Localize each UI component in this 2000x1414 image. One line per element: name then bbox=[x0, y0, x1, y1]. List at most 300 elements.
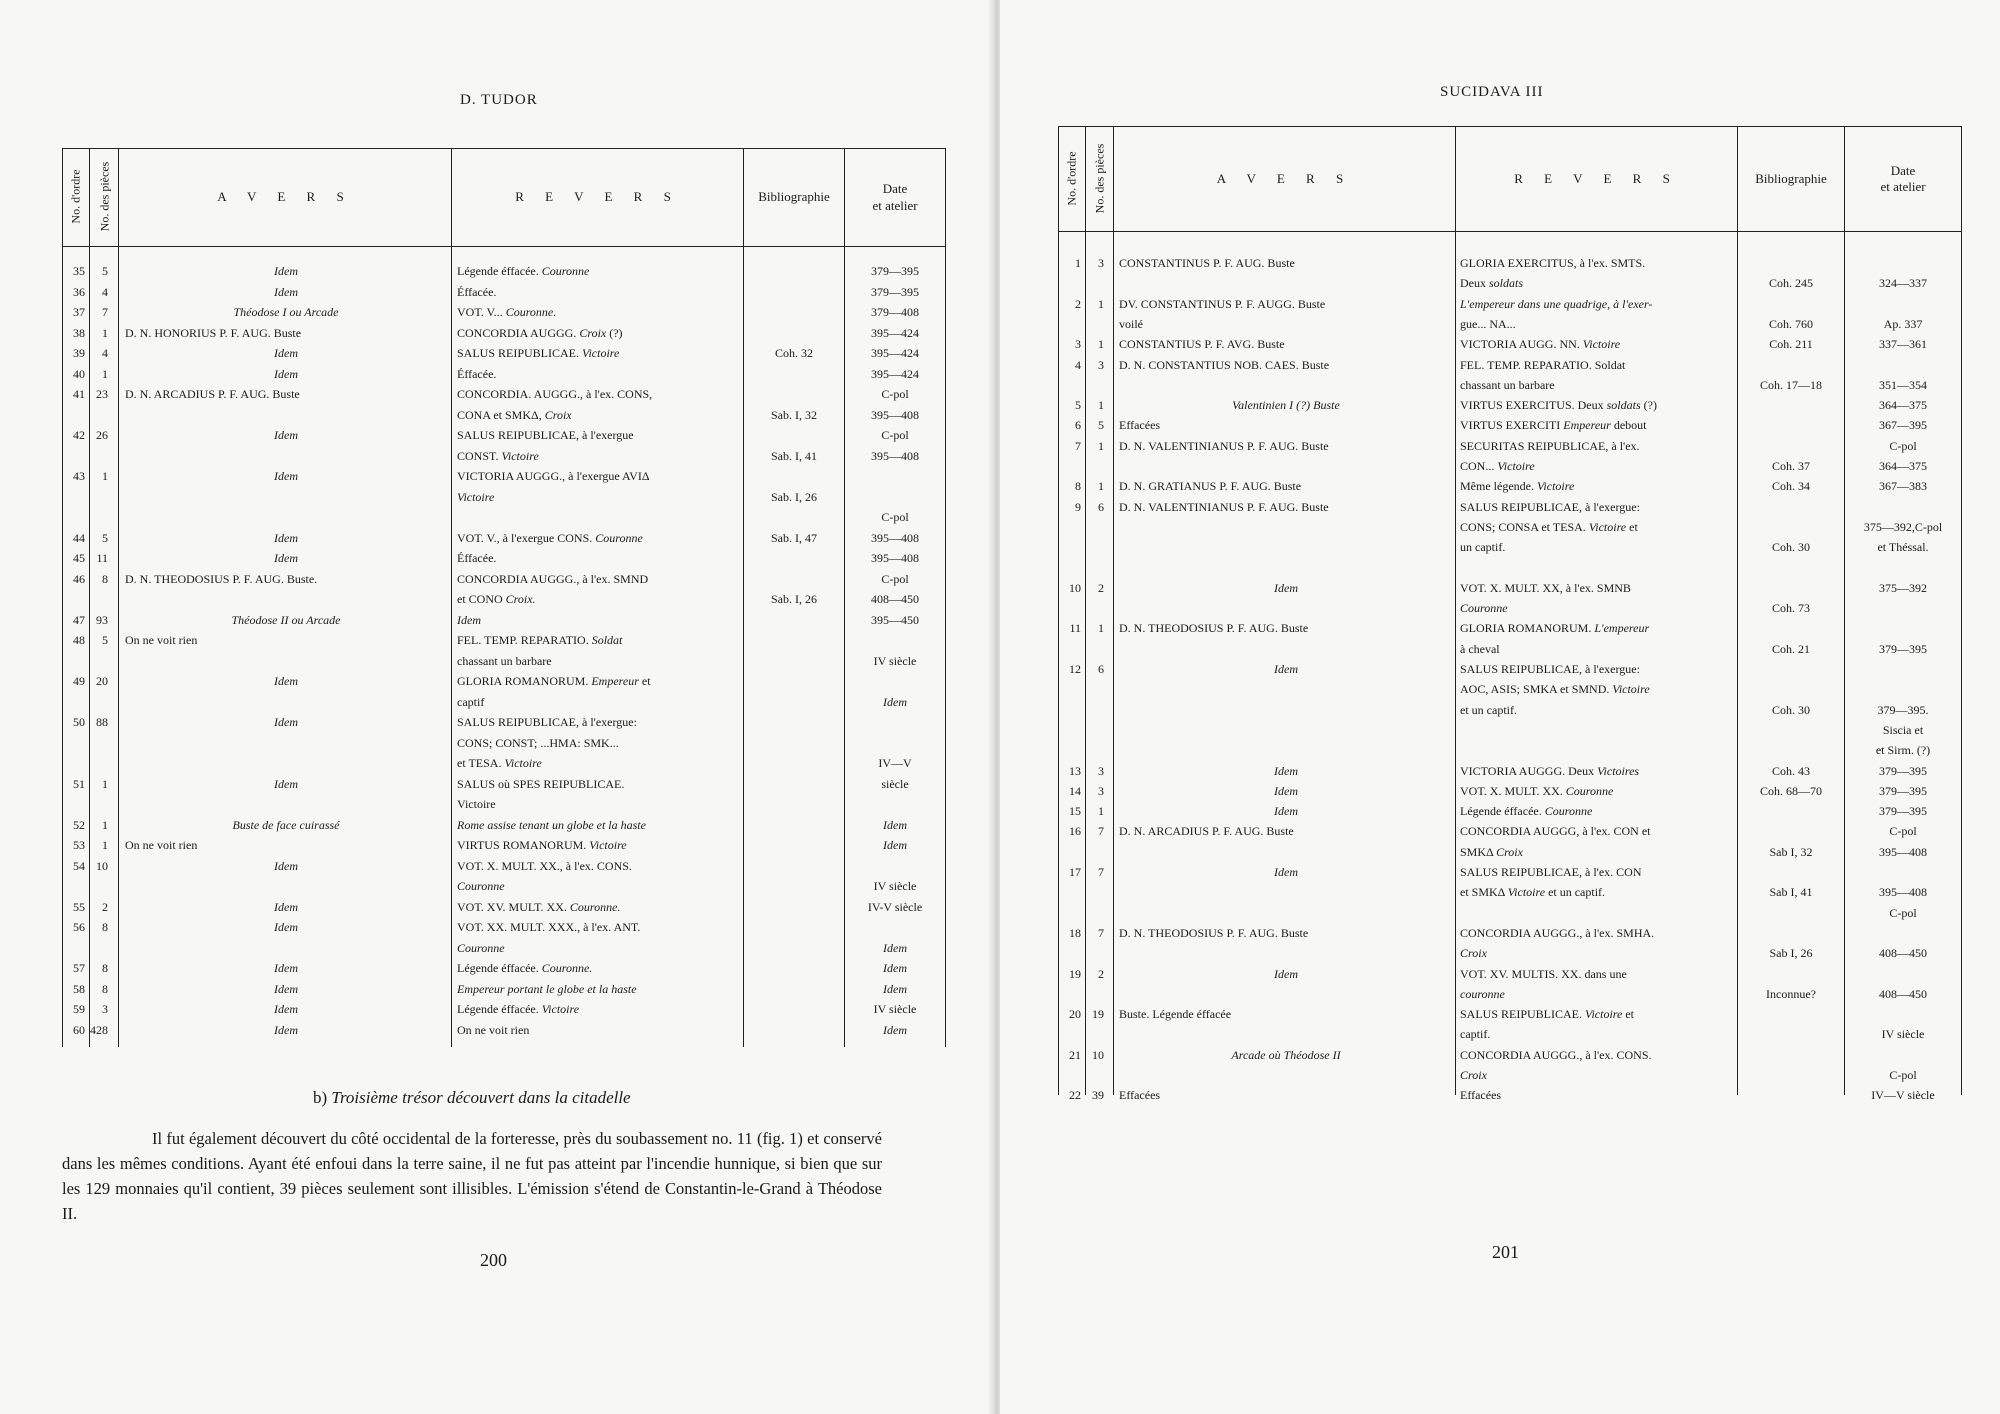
cell-no-ordre: 50 bbox=[73, 715, 85, 729]
cell-revers: couronne bbox=[1460, 986, 1505, 1001]
header-bibliographie: Bibliographie bbox=[758, 189, 830, 205]
cell-date: C-pol bbox=[1889, 824, 1917, 839]
cell-revers: captif bbox=[457, 694, 485, 709]
table-row bbox=[63, 856, 945, 877]
cell-no-pieces: 5 bbox=[1098, 418, 1104, 433]
cell-revers: Couronne bbox=[457, 940, 505, 955]
table-row bbox=[1059, 273, 1961, 293]
table-row bbox=[63, 364, 945, 385]
table-row bbox=[63, 774, 945, 795]
cell-no-ordre: 45 bbox=[73, 551, 85, 565]
table-row bbox=[63, 569, 945, 590]
cell-revers: On ne voit rien bbox=[457, 1022, 530, 1037]
cell-avers: Théodose I ou Arcade bbox=[233, 305, 339, 319]
table-row bbox=[1059, 923, 1961, 943]
cell-avers: Idem bbox=[274, 858, 298, 873]
cell-no-ordre: 59 bbox=[73, 1002, 85, 1016]
cell-revers: CONCORDIA. AUGGG., à l'ex. CONS, bbox=[457, 387, 653, 401]
cell-revers: et un captif. bbox=[1460, 702, 1517, 717]
cell-revers: et CONO Croix. bbox=[457, 592, 536, 606]
cell-no-ordre: 51 bbox=[73, 776, 85, 791]
cell-revers: CONST. Victoire bbox=[457, 448, 539, 463]
cell-avers: Idem bbox=[274, 715, 298, 729]
cell-no-ordre: 46 bbox=[73, 571, 85, 586]
cell-revers: VICTORIA AUGGG., à l'exergue AVIΔ bbox=[457, 469, 650, 483]
cell-bibliographie: Sab. I, 32 bbox=[771, 407, 817, 422]
cell-revers: VOT. X. MULT. XX. Couronne bbox=[1460, 783, 1614, 798]
cell-avers: Idem bbox=[1274, 662, 1298, 676]
cell-revers: Éffacée. bbox=[457, 284, 497, 299]
cell-no-ordre: 22 bbox=[1069, 1088, 1081, 1103]
cell-revers: CONS; CONST; ...HMA: SMK... bbox=[457, 735, 619, 750]
cell-revers: VOT. X. MULT. XX., à l'ex. CONS. bbox=[457, 858, 632, 873]
cell-revers: Deux soldats bbox=[1460, 276, 1524, 291]
cell-revers: GLORIA EXERCITUS, à l'ex. SMTS. bbox=[1460, 256, 1646, 270]
cell-no-pieces: 39 bbox=[1092, 1088, 1104, 1103]
table-row bbox=[1059, 314, 1961, 334]
table-row bbox=[1059, 334, 1961, 354]
cell-no-ordre: 7 bbox=[1075, 438, 1081, 453]
cell-no-pieces: 3 bbox=[1098, 357, 1104, 372]
cell-revers: SALUS où SPES REIPUBLICAE. bbox=[457, 776, 625, 791]
header-no-ordre: No. d'ordre bbox=[68, 169, 83, 224]
cell-revers: Victoire bbox=[457, 797, 496, 811]
cell-bibliographie: Sab. I, 26 bbox=[771, 592, 817, 606]
cell-revers: Croix bbox=[1460, 1068, 1487, 1082]
cell-no-ordre: 44 bbox=[73, 530, 85, 545]
table-row bbox=[1059, 497, 1961, 517]
cell-no-ordre: 9 bbox=[1075, 499, 1081, 514]
cell-no-ordre: 35 bbox=[73, 264, 85, 278]
cell-avers: Idem bbox=[274, 428, 298, 442]
cell-date: 395—408 bbox=[1879, 885, 1927, 900]
table-row bbox=[63, 343, 945, 364]
table-row bbox=[1059, 984, 1961, 1004]
cell-revers: CONCORDIA AUGGG., à l'ex. SMND bbox=[457, 571, 649, 586]
cell-bibliographie: Coh. 43 bbox=[1771, 763, 1810, 778]
cell-date: 379—395 bbox=[871, 284, 919, 299]
cell-date: 367—383 bbox=[1879, 479, 1927, 494]
cell-date: Idem bbox=[883, 817, 907, 832]
cell-no-pieces: 93 bbox=[96, 612, 108, 627]
table-row bbox=[1059, 862, 1961, 882]
cell-no-pieces: 1 bbox=[102, 838, 108, 852]
header-no-pieces: No. des pièces bbox=[97, 161, 112, 232]
cell-avers: Idem bbox=[274, 1002, 298, 1016]
cell-no-ordre: 52 bbox=[73, 817, 85, 832]
cell-date: Idem bbox=[883, 694, 907, 709]
cell-avers: D. N. VALENTINIANUS P. F. AUG. Buste bbox=[1119, 438, 1329, 453]
cell-avers: CONSTANTIUS P. F. AVG. Buste bbox=[1119, 337, 1285, 352]
cell-revers: CON... Victoire bbox=[1460, 459, 1535, 473]
cell-avers: Idem bbox=[274, 284, 298, 299]
cell-bibliographie: Coh. 30 bbox=[1771, 702, 1810, 717]
cell-revers: gue... NA... bbox=[1460, 316, 1516, 331]
cell-no-ordre: 10 bbox=[1069, 580, 1081, 595]
cell-avers: D. N. ARCADIUS P. F. AUG. Buste bbox=[125, 387, 300, 401]
table-row bbox=[63, 979, 945, 1000]
cell-date: C-pol bbox=[881, 510, 909, 524]
cell-date: 408—450 bbox=[1879, 946, 1927, 961]
cell-no-pieces: 1 bbox=[1098, 479, 1104, 494]
cell-no-pieces: 1 bbox=[102, 366, 108, 381]
cell-no-ordre: 14 bbox=[1069, 783, 1081, 798]
cell-no-ordre: 19 bbox=[1069, 966, 1081, 981]
table-row bbox=[1059, 456, 1961, 476]
coin-table bbox=[1058, 126, 1962, 1103]
cell-revers: SMKΔ Croix bbox=[1460, 844, 1523, 859]
cell-no-pieces: 23 bbox=[96, 387, 108, 401]
cell-revers: SALUS REIPUBLICAE, à l'exergue: bbox=[457, 715, 637, 729]
cell-avers: Idem bbox=[274, 1022, 298, 1037]
cell-revers: VOT. XV. MULT. XX. Couronne. bbox=[457, 899, 621, 914]
table-row bbox=[63, 1020, 945, 1041]
cell-revers: chassant un barbare bbox=[457, 653, 552, 668]
cell-revers: Légende éffacée. Couronne. bbox=[457, 961, 593, 975]
cell-no-pieces: 1 bbox=[102, 776, 108, 791]
cell-avers: D. N. THEODOSIUS P. F. AUG. Buste bbox=[1119, 925, 1309, 940]
cell-avers: Idem bbox=[274, 961, 298, 975]
cell-no-ordre: 17 bbox=[1069, 865, 1081, 879]
cell-revers: Éffacée. bbox=[457, 551, 497, 565]
cell-avers: D. N. GRATIANUS P. F. AUG. Buste bbox=[1119, 479, 1302, 494]
header-avers: A V E R S bbox=[1216, 170, 1353, 186]
table-row bbox=[63, 692, 945, 713]
cell-revers: GLORIA ROMANORUM. Empereur et bbox=[457, 674, 651, 688]
cell-date: 379—408 bbox=[871, 305, 919, 319]
table-row bbox=[1059, 964, 1961, 984]
cell-bibliographie: Coh. 211 bbox=[1769, 337, 1813, 352]
cell-no-pieces: 1 bbox=[1098, 438, 1104, 453]
table-row bbox=[63, 610, 945, 631]
cell-no-pieces: 8 bbox=[102, 571, 108, 586]
cell-no-ordre: 5 bbox=[1075, 398, 1081, 413]
table-row bbox=[63, 425, 945, 446]
cell-no-pieces: 1 bbox=[1098, 621, 1104, 636]
cell-avers: Idem bbox=[274, 530, 298, 545]
table-row bbox=[1059, 1045, 1961, 1065]
table-row bbox=[1059, 1024, 1961, 1044]
cell-no-ordre: 18 bbox=[1069, 925, 1081, 940]
table-row bbox=[63, 466, 945, 487]
cell-date: 395—424 bbox=[871, 325, 919, 340]
table-row bbox=[63, 897, 945, 918]
cell-avers: Buste de face cuirassé bbox=[232, 817, 340, 832]
table-row bbox=[63, 282, 945, 303]
cell-no-pieces: 2 bbox=[1098, 580, 1104, 595]
page-number: 201 bbox=[1492, 1242, 1519, 1262]
cell-bibliographie: Sab I, 26 bbox=[1769, 946, 1813, 961]
cell-bibliographie: Coh. 34 bbox=[1771, 479, 1810, 494]
table-row bbox=[63, 651, 945, 672]
cell-revers: et TESA. Victoire bbox=[457, 756, 542, 770]
cell-no-ordre: 54 bbox=[73, 858, 85, 873]
cell-no-pieces: 6 bbox=[1098, 662, 1104, 676]
table-row bbox=[63, 384, 945, 405]
table-row bbox=[63, 958, 945, 979]
cell-date: Idem bbox=[883, 940, 907, 955]
cell-date: IV—V siècle bbox=[1871, 1088, 1935, 1103]
cell-no-ordre: 21 bbox=[1069, 1047, 1081, 1062]
header-revers: R E V E R S bbox=[515, 189, 680, 205]
cell-date: 379—395. bbox=[1877, 702, 1929, 717]
cell-revers: CONA et SMKΔ, Croix bbox=[457, 407, 572, 422]
table-row bbox=[63, 753, 945, 774]
cell-revers: et SMKΔ Victoire et un captif. bbox=[1460, 885, 1606, 900]
cell-bibliographie: Inconnue? bbox=[1766, 986, 1816, 1001]
cell-revers: Rome assise tenant un globe et la haste bbox=[457, 817, 646, 832]
cell-no-ordre: 42 bbox=[73, 428, 85, 442]
table-row bbox=[1059, 598, 1961, 618]
cell-date: 395—424 bbox=[871, 366, 919, 381]
table-row bbox=[63, 487, 945, 508]
table-row bbox=[63, 323, 945, 344]
cell-no-pieces: 5 bbox=[102, 530, 108, 545]
cell-no-pieces: 3 bbox=[1098, 256, 1104, 270]
cell-no-pieces: 3 bbox=[1098, 783, 1104, 798]
table-row bbox=[63, 733, 945, 754]
cell-revers: VICTORIA AUGGG. Deux Victoires bbox=[1460, 763, 1640, 778]
cell-revers: CONCORDIA AUGGG, à l'ex. CON et bbox=[1460, 824, 1651, 839]
body-paragraph: Il fut également découvert du côté occidental de la forteresse, près du soubassement no. 11 (fig. 1) et conservé dans les mêmes conditions. Ayant été enfoui dans la terre saine, il ne fut pas atteint par l'incendie hunnique, si bien que sur les 129 monnaies qu'il contient, 39 pièces seulement sont illisibles. L'émission s'étend de Constantin-le-Grand à Théodose II. bbox=[62, 1129, 882, 1223]
cell-revers: à cheval bbox=[1460, 641, 1500, 656]
table-row bbox=[1059, 537, 1961, 557]
cell-revers: GLORIA ROMANORUM. L'empereur bbox=[1460, 621, 1650, 636]
cell-revers: VOT. V... Couronne. bbox=[457, 305, 557, 319]
cell-avers: Théodose II ou Arcade bbox=[231, 612, 341, 627]
coin-table bbox=[62, 148, 946, 1047]
cell-no-ordre: 55 bbox=[73, 899, 85, 914]
cell-date: 395—424 bbox=[871, 346, 919, 360]
table-row bbox=[1059, 294, 1961, 314]
cell-date: 408—450 bbox=[1879, 986, 1927, 1001]
cell-revers: FEL. TEMP. REPARATIO. Soldat bbox=[457, 633, 623, 647]
table-row bbox=[1059, 578, 1961, 598]
cell-revers: VICTORIA AUGG. NN. Victoire bbox=[1460, 337, 1621, 352]
cell-bibliographie: Coh. 32 bbox=[774, 346, 813, 360]
table-row bbox=[1059, 436, 1961, 456]
table-row bbox=[63, 876, 945, 897]
table-row bbox=[1059, 355, 1961, 375]
cell-bibliographie: Sab. I, 47 bbox=[771, 530, 817, 545]
table-row bbox=[63, 630, 945, 651]
table-row bbox=[1059, 253, 1961, 273]
cell-bibliographie: Sab. I, 41 bbox=[771, 448, 817, 463]
cell-date: 379—395 bbox=[1879, 763, 1927, 778]
cell-revers: Éffacée. bbox=[457, 366, 497, 381]
table-row bbox=[63, 999, 945, 1020]
cell-avers: Idem bbox=[274, 674, 298, 688]
cell-no-ordre: 12 bbox=[1069, 662, 1081, 676]
table-row bbox=[1059, 781, 1961, 801]
cell-no-pieces: 7 bbox=[1098, 925, 1104, 940]
cell-no-pieces: 7 bbox=[1098, 824, 1104, 839]
table-row bbox=[1059, 720, 1961, 740]
cell-date: 364—375 bbox=[1879, 459, 1927, 473]
cell-date: Siscia et bbox=[1882, 722, 1924, 737]
cell-avers: Buste. Légende éffacée bbox=[1119, 1007, 1232, 1022]
cell-no-ordre: 41 bbox=[73, 387, 85, 401]
cell-bibliographie: Coh. 37 bbox=[1771, 459, 1810, 473]
table-row bbox=[63, 835, 945, 856]
cell-no-pieces: 4 bbox=[102, 284, 108, 299]
cell-revers: VIRTUS ROMANORUM. Victoire bbox=[457, 838, 627, 852]
cell-no-ordre: 16 bbox=[1069, 824, 1081, 839]
cell-bibliographie: Sab I, 41 bbox=[1769, 885, 1813, 900]
cell-no-ordre: 43 bbox=[73, 469, 85, 483]
cell-avers: Idem bbox=[1274, 966, 1298, 981]
cell-avers: Arcade où Théodose II bbox=[1231, 1047, 1341, 1062]
cell-no-pieces: 8 bbox=[102, 981, 108, 996]
cell-no-ordre: 60 bbox=[73, 1022, 85, 1037]
cell-revers: Effacées bbox=[1460, 1088, 1502, 1103]
table-row bbox=[63, 548, 945, 569]
cell-revers: CONCORDIA AUGGG., à l'ex. CONS. bbox=[1460, 1047, 1652, 1062]
cell-no-pieces: 8 bbox=[102, 920, 108, 934]
table-row bbox=[63, 938, 945, 959]
cell-revers: Couronne bbox=[1460, 601, 1508, 616]
cell-revers: captif. bbox=[1460, 1027, 1491, 1042]
cell-no-ordre: 4 bbox=[1075, 357, 1081, 372]
table-row bbox=[63, 712, 945, 733]
cell-avers: Idem bbox=[274, 920, 298, 934]
header-avers: A V E R S bbox=[217, 189, 353, 205]
table-row bbox=[1059, 761, 1961, 781]
cell-no-pieces: 20 bbox=[96, 674, 108, 688]
cell-no-ordre: 3 bbox=[1075, 337, 1081, 352]
cell-avers: D. N. CONSTANTIUS NOB. CAES. Buste bbox=[1119, 357, 1330, 372]
cell-revers: VOT. X. MULT. XX, à l'ex. SMNB bbox=[1460, 580, 1631, 595]
cell-revers: CONS; CONSA et TESA. Victoire et bbox=[1460, 519, 1638, 534]
cell-no-ordre: 57 bbox=[73, 961, 85, 975]
cell-revers: Même légende. Victoire bbox=[1460, 479, 1575, 494]
cell-no-pieces: 5 bbox=[102, 264, 108, 278]
cell-avers: D. N. VALENTINIANUS P. F. AUG. Buste bbox=[1119, 499, 1329, 514]
cell-revers: VOT. XX. MULT. XXX., à l'ex. ANT. bbox=[457, 920, 641, 934]
cell-date: IV-V siècle bbox=[867, 899, 923, 914]
table-row bbox=[1059, 639, 1961, 659]
cell-avers: Idem bbox=[1274, 783, 1298, 798]
cell-avers: Idem bbox=[274, 551, 298, 565]
cell-date: siècle bbox=[881, 776, 909, 791]
table-row bbox=[63, 302, 945, 323]
cell-no-pieces: 10 bbox=[96, 858, 108, 873]
cell-no-ordre: 38 bbox=[73, 325, 85, 340]
cell-revers: Croix bbox=[1460, 946, 1487, 961]
cell-bibliographie: Coh. 68—70 bbox=[1759, 783, 1822, 798]
table-row bbox=[1059, 821, 1961, 841]
cell-no-ordre: 40 bbox=[73, 366, 85, 381]
cell-date: Ap. 337 bbox=[1883, 316, 1923, 331]
cell-date: 395—408 bbox=[871, 530, 919, 545]
cell-avers: On ne voit rien bbox=[125, 633, 198, 647]
cell-no-pieces: 428 bbox=[90, 1022, 108, 1037]
cell-date: 395—408 bbox=[871, 407, 919, 422]
cell-avers: Idem bbox=[1274, 763, 1298, 778]
header-no-ordre: No. d'ordre bbox=[1064, 151, 1079, 206]
cell-no-pieces: 1 bbox=[102, 325, 108, 340]
cell-revers: SALUS REIPUBLICAE, à l'ex. CON bbox=[1460, 865, 1642, 879]
cell-no-pieces: 1 bbox=[1098, 398, 1104, 413]
cell-no-ordre: 8 bbox=[1075, 479, 1081, 494]
cell-no-pieces: 11 bbox=[96, 551, 108, 565]
cell-date: 324—337 bbox=[1879, 276, 1927, 291]
cell-no-pieces: 19 bbox=[1092, 1007, 1104, 1022]
cell-no-ordre: 49 bbox=[73, 674, 85, 688]
cell-avers: Valentinien I (?) Buste bbox=[1232, 398, 1340, 413]
cell-avers: Idem bbox=[1274, 865, 1298, 879]
cell-date: 395—408 bbox=[871, 551, 919, 565]
header-revers: R E V E R S bbox=[1514, 170, 1679, 186]
cell-revers: SECURITAS REIPUBLICAE, à l'ex. bbox=[1460, 438, 1640, 453]
table-row bbox=[1059, 1065, 1961, 1085]
cell-date: 364—375 bbox=[1879, 398, 1927, 413]
cell-avers: Effacées bbox=[1119, 1088, 1161, 1103]
cell-no-ordre: 11 bbox=[1069, 621, 1081, 636]
table-row bbox=[1059, 842, 1961, 862]
cell-avers: Idem bbox=[274, 366, 298, 381]
cell-avers: Idem bbox=[274, 346, 298, 360]
table-row bbox=[1059, 415, 1961, 435]
cell-bibliographie: Coh. 245 bbox=[1768, 276, 1813, 291]
cell-revers: Légende éffacée. Victoire bbox=[457, 1002, 580, 1016]
cell-no-pieces: 7 bbox=[1098, 865, 1104, 879]
cell-avers: D. N. HONORIUS P. F. AUG. Buste bbox=[125, 325, 302, 340]
cell-bibliographie: Sab. I, 26 bbox=[771, 489, 817, 504]
table-row bbox=[1059, 375, 1961, 395]
cell-revers: Empereur portant le globe et la haste bbox=[457, 981, 637, 996]
cell-no-ordre: 36 bbox=[73, 284, 85, 299]
cell-no-pieces: 7 bbox=[102, 305, 108, 319]
cell-revers: Idem bbox=[457, 612, 481, 627]
cell-date: C-pol bbox=[881, 387, 909, 401]
table-row bbox=[63, 589, 945, 610]
table-row bbox=[1059, 801, 1961, 821]
table-row bbox=[63, 815, 945, 836]
table-row bbox=[63, 405, 945, 426]
table-row bbox=[1059, 395, 1961, 415]
cell-avers: Idem bbox=[274, 264, 298, 278]
cell-revers: Légende éffacée. Couronne bbox=[457, 264, 590, 278]
cell-avers: Idem bbox=[274, 776, 298, 791]
cell-avers: D. N. THEODOSIUS P. F. AUG. Buste bbox=[1119, 621, 1309, 636]
cell-no-pieces: 8 bbox=[102, 961, 108, 975]
cell-no-pieces: 3 bbox=[1098, 763, 1104, 778]
cell-bibliographie: Coh. 73 bbox=[1771, 601, 1810, 616]
cell-bibliographie: Coh. 21 bbox=[1771, 641, 1810, 656]
cell-date: 375—392 bbox=[1879, 580, 1927, 595]
table-row bbox=[63, 528, 945, 549]
header-bibliographie: Bibliographie bbox=[1755, 170, 1827, 186]
cell-avers: D. N. ARCADIUS P. F. AUG. Buste bbox=[1119, 824, 1294, 839]
cell-bibliographie: Sab I, 32 bbox=[1769, 844, 1813, 859]
cell-date: 395—408 bbox=[1879, 844, 1927, 859]
cell-no-pieces: 1 bbox=[1098, 296, 1104, 311]
running-head: SUCIDAVA III bbox=[1440, 84, 1544, 100]
cell-date: IV—V bbox=[878, 756, 912, 770]
cell-no-pieces: 4 bbox=[102, 346, 108, 360]
page-number: 200 bbox=[480, 1250, 507, 1270]
cell-date: 379—395 bbox=[1879, 783, 1927, 798]
right-page bbox=[1000, 0, 2000, 1414]
cell-no-pieces: 10 bbox=[1092, 1047, 1104, 1062]
table-row bbox=[1059, 943, 1961, 963]
cell-date: 375—392,C-pol bbox=[1863, 519, 1943, 534]
table-row bbox=[1059, 558, 1961, 578]
cell-revers: Couronne bbox=[457, 879, 505, 893]
table-row bbox=[1059, 618, 1961, 638]
table-row bbox=[63, 507, 945, 528]
